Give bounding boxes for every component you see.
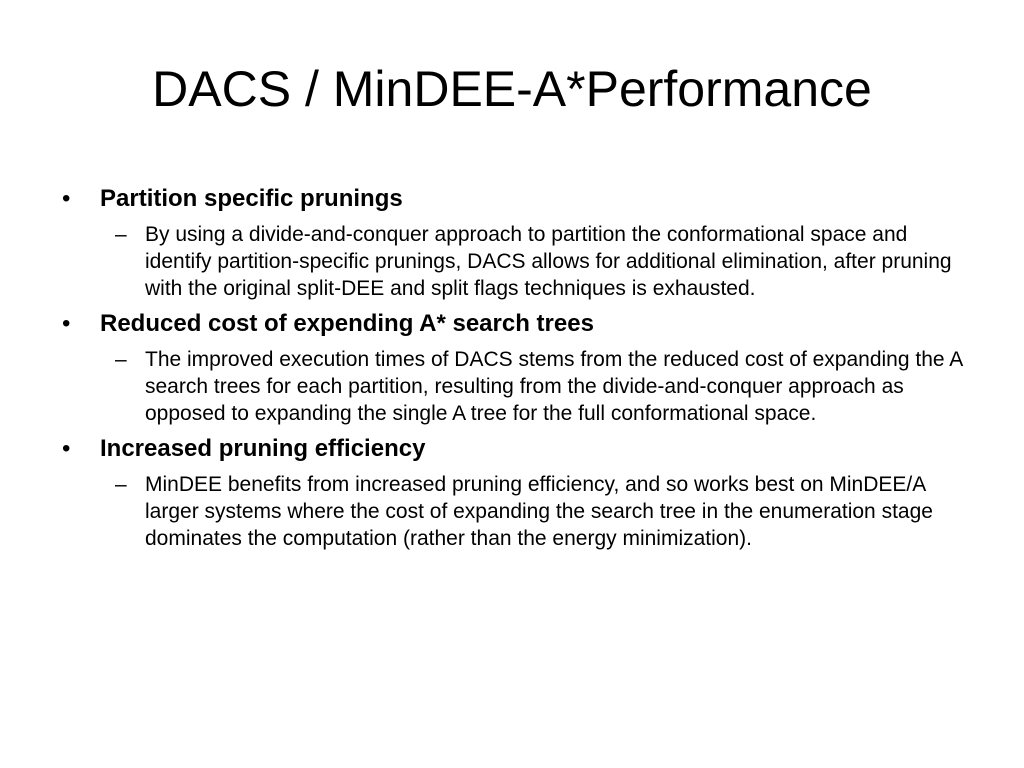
sub-bullet-text: The improved execution times of DACS stems from the reduced cost of expanding the A search trees for each partition, resulting from the divide-and-conquer approach as opposed to expanding the single A tree for the full conformational space. [145, 348, 963, 425]
bullet-item [60, 183, 980, 215]
bullet-marker: • [62, 435, 71, 462]
sub-bullet-marker: – [115, 473, 127, 496]
bullet-marker: • [62, 185, 71, 212]
sub-bullet-item [60, 221, 965, 302]
sub-bullet-marker: – [115, 348, 127, 371]
slide-title: DACS / MinDEE-A*Performance [152, 61, 872, 117]
slide-content [60, 181, 980, 558]
bullet-heading: Partition specific prunings [100, 185, 403, 212]
bullet-marker: • [62, 310, 71, 337]
sub-bullet-marker: – [115, 223, 127, 246]
bullet-heading: Increased pruning efficiency [100, 435, 426, 462]
bullet-item [60, 433, 980, 465]
bullet-heading: Reduced cost of expending A* search trees [100, 310, 594, 337]
sub-bullet-item [60, 346, 965, 427]
sub-bullet-text: MinDEE benefits from increased pruning efficiency, and so works best on MinDEE/A larger systems where the cost of expanding the search tree in the enumeration stage dominates the computation (rather than the energy minimization). [145, 473, 933, 550]
sub-bullet-item [60, 471, 965, 552]
sub-bullet-text: By using a divide-and-conquer approach to partition the conformational space and identify partition-specific prunings, DACS allows for additional elimination, after pruning with the original split-DEE and split flags techniques is exhausted. [145, 223, 952, 300]
bullet-item [60, 308, 980, 340]
